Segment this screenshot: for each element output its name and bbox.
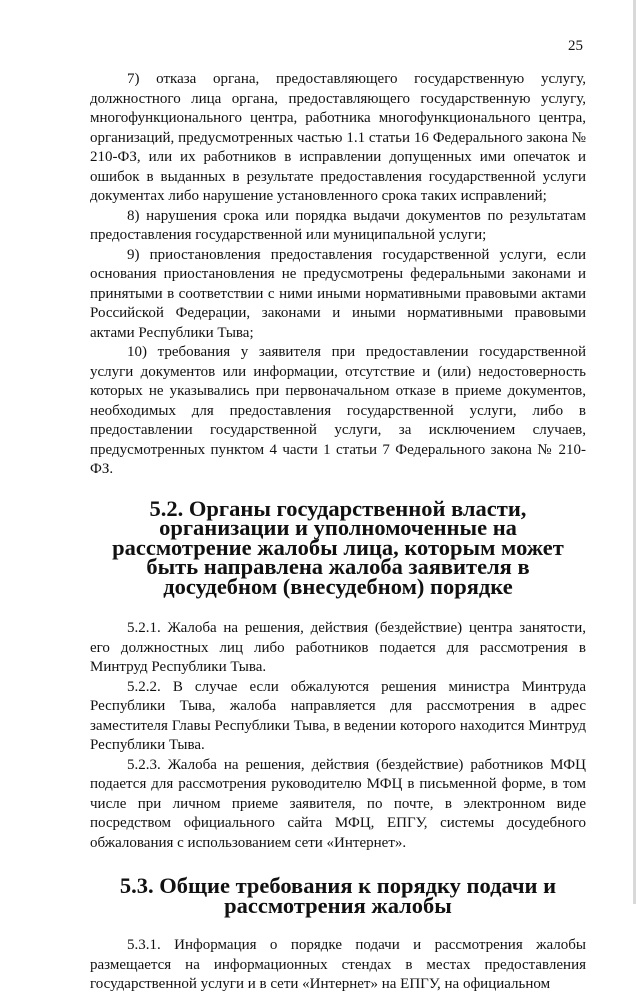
list-item-7: 7) отказа органа, предоставляющего государственную услугу, должностного лица органа, предоставляющего государственную услугу, многофункционального центра, работника многофункционального центра, организаций, предусмотренных частью 1.1 статьи 16 Федерального закона № 210-ФЗ, или их работников в исправлении допущенных ими опечаток и ошибок в выданных в результате предоставления государственной услуги документах либо нарушение установленного срока таких исправлений; <box>90 71 586 204</box>
page-number: 25 <box>568 38 583 54</box>
paragraph-5-2-2: 5.2.2. В случае если обжалуются решения министра Минтруда Республики Тыва, жалоба направляется для рассмотрения в адрес заместителя Главы Республики Тыва, в ведении которого находится Минтруд Республики Тыва. <box>90 678 586 753</box>
list-item-8: 8) нарушения срока или порядка выдачи документов по результатам предоставления государственной или муниципальной услуги; <box>90 207 586 243</box>
list-item-9: 9) приостановления предоставления государственной услуги, если основания приостановления не предусмотрены федеральными законами и принятыми в соответствии с ними иными нормативными правовыми актами Российской Федерации, законами и иными нормативными правовыми актами Республики Тыва; <box>90 246 586 341</box>
document-body <box>90 70 586 995</box>
section-heading-5-3: 5.3. Общие требования к порядку подачи и рассмотрения жалобы <box>119 873 557 918</box>
section-heading-5-2: 5.2. Органы государственной власти, организации и уполномоченные на рассмотрение жалобы лица, которым может быть направлена жалоба заявителя в досудебном (внесудебном) порядке <box>112 495 564 599</box>
paragraph-5-2-3: 5.2.3. Жалоба на решения, действия (бездействие) работников МФЦ подается для рассмотрения руководителю МФЦ в письменной форме, в том числе при личном приеме заявителя, по почте, в электронном виде посредством официального сайта МФЦ, ЕПГУ, системы досудебного обжалования с использованием сети «Интернет». <box>90 756 586 851</box>
paragraph-5-3-1: 5.3.1. Информация о порядке подачи и рассмотрения жалобы размещается на информационных стендах в местах предоставления государственной услуги и в сети «Интернет» на ЕПГУ, на официальном <box>90 937 586 992</box>
list-item-10: 10) требования у заявителя при предоставлении государственной услуги документов или информации, отсутствие и (или) недостоверность которых не указывались при первоначальном отказе в приеме документов, необходимых для предоставления государственной услуги, либо в предоставлении государственной услуги, за исключением случаев, предусмотренных пунктом 4 части 1 статьи 7 Федерального закона № 210-ФЗ. <box>90 344 586 477</box>
paragraph-5-2-1: 5.2.1. Жалоба на решения, действия (бездействие) центра занятости, его должностных лиц либо работников подается для рассмотрения в Минтруд Республики Тыва. <box>90 620 586 675</box>
